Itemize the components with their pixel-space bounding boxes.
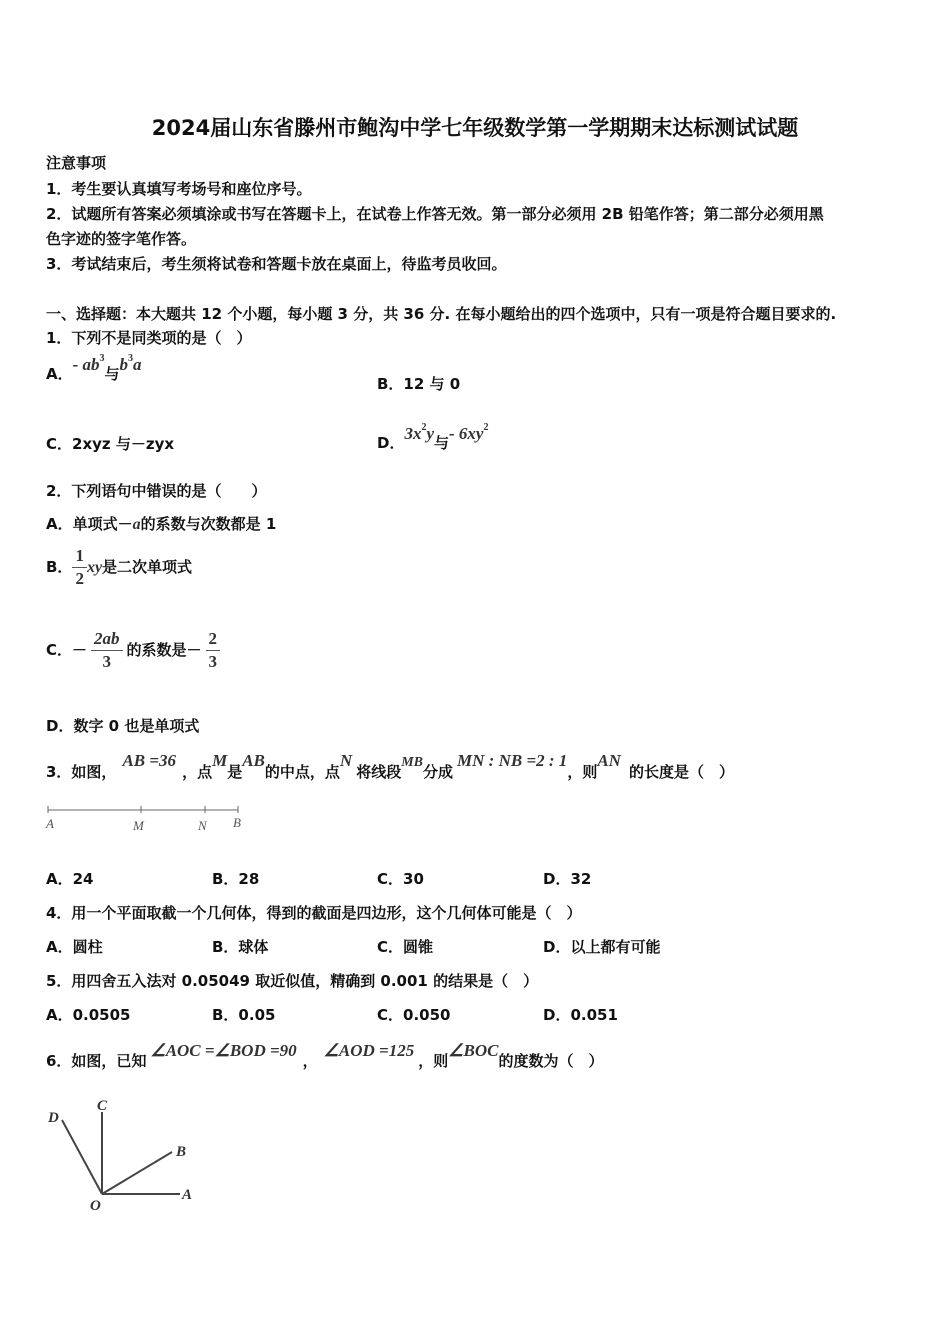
- q1-option-d: D．$3x^2y$与- $6xy^2$: [377, 422, 489, 452]
- q5-option-b: B．0.05: [212, 1006, 276, 1024]
- label-m: M: [133, 818, 144, 833]
- label-b: B: [233, 815, 241, 830]
- q4-stem: 4．用一个平面取截一个几何体，得到的截面是四边形，这个几何体可能是（ ）: [46, 904, 582, 922]
- q4-option-d: D．以上都有可能: [543, 938, 661, 956]
- q3-segment-figure: [40, 800, 260, 840]
- q3-stem: 3．如图，AB =36，点M是AB的中点，点N将线段MB分成MN : NB =2 : 1，则AN的长度是（ ）: [46, 751, 734, 781]
- q5-option-a: A．0.0505: [46, 1006, 131, 1024]
- q3-option-c: C．30: [377, 870, 424, 888]
- q2-option-d: D．数字 0 也是单项式: [46, 717, 200, 735]
- q3-option-d: D．32: [543, 870, 592, 888]
- notice-item-3: 3．考试结束后，考生须将试卷和答题卡放在桌面上，待监考员收回。: [46, 255, 507, 273]
- notice-item-2: 2．试题所有答案必须填涂或书写在答题卡上，在试卷上作答无效。第一部分必须用 2B 铅笔作答；第二部分必须用黑: [46, 205, 824, 223]
- q2-stem: 2．下列语句中错误的是（ ）: [46, 482, 267, 500]
- q2-option-b: B． $\frac{1}{2}$ xy是二次单项式: [46, 546, 193, 588]
- label-c: C: [97, 1098, 108, 1114]
- fraction-2-over-3: $\frac{2}{3}$: [206, 628, 221, 673]
- q1-option-a: A．- $ab^3$与$b^3a$: [46, 353, 142, 383]
- label-d: D: [48, 1110, 59, 1126]
- q1-option-c: C．2xyz 与－zyx: [46, 435, 175, 453]
- section-heading: 一、选择题：本大题共 12 个小题，每小题 3 分，共 36 分. 在每小题给出的四个选项中，只有一项是符合题目要求的.: [46, 305, 837, 323]
- label-b: B: [176, 1144, 187, 1160]
- q3-option-b: B．28: [212, 870, 260, 888]
- q5-stem: 5．用四舍五入法对 0.05049 取近似值，精确到 0.001 的结果是（ ）: [46, 972, 539, 990]
- label-n: N: [198, 818, 207, 833]
- ray-od: [62, 1120, 102, 1194]
- notice-item-2-cont: 色字迹的签字笔作答。: [46, 230, 197, 248]
- q4-option-c: C．圆锥: [377, 938, 434, 956]
- q1-option-b: B．12 与 0: [377, 375, 461, 393]
- notice-item-1: 1．考生要认真填写考场号和座位序号。: [46, 180, 312, 198]
- q4-option-b: B．球体: [212, 938, 269, 956]
- q6-stem: 6．如图，已知∠AOC =∠BOD =90，∠AOD =125，则∠BOC的度数为（ ）: [46, 1041, 604, 1070]
- notice-heading: 注意事项: [46, 154, 107, 172]
- q2-option-c: C．－ $\frac{2ab}{3}$ 的系数是－ $\frac{2}{3}$: [46, 628, 220, 673]
- label-o: O: [90, 1198, 101, 1214]
- q1-stem: 1．下列不是同类项的是（ ）: [46, 329, 252, 347]
- page-title: 2024届山东省滕州市鲍沟中学七年级数学第一学期期末达标测试试题: [151, 116, 799, 140]
- label-a: A: [46, 816, 54, 831]
- label-a: A: [182, 1187, 193, 1203]
- q3-option-a: A．24: [46, 870, 94, 888]
- q6-angle-figure: [40, 1090, 210, 1225]
- ray-ob: [102, 1152, 172, 1194]
- q5-option-c: C．0.050: [377, 1006, 451, 1024]
- q5-option-d: D．0.051: [543, 1006, 618, 1024]
- q2-option-a: A．单项式－a的系数与次数都是 1: [46, 515, 277, 533]
- q4-option-a: A．圆柱: [46, 938, 103, 956]
- fraction-2ab-over-3: $\frac{2ab}{3}$: [91, 628, 123, 673]
- fraction-half: $\frac{1}{2}$: [72, 545, 87, 590]
